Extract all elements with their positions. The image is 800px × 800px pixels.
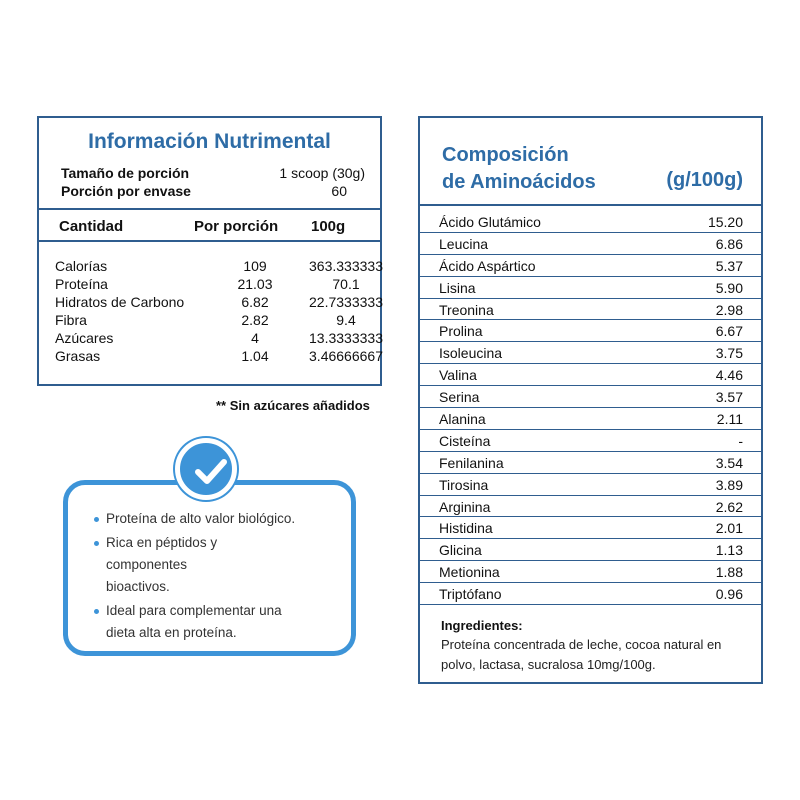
amino-row [420, 430, 761, 452]
per-100g-value: 22.7333333 [309, 294, 383, 310]
benefit-item: Proteína de alto valor biológico. [92, 508, 342, 530]
amino-row [420, 342, 761, 364]
check-badge [175, 438, 237, 500]
header-qty: Cantidad [59, 218, 124, 235]
nutrient-name: Proteína [55, 276, 108, 292]
per-portion-value: 2.82 [241, 312, 269, 328]
per-100g-value: 70.1 [332, 276, 360, 292]
per-portion-value: 4 [251, 330, 259, 346]
amino-value: 6.67 [715, 323, 743, 340]
header-per-100g: 100g [311, 218, 346, 235]
per-100g-value: 9.4 [336, 312, 356, 328]
amino-name: Isoleucina [439, 345, 503, 362]
amino-row [420, 517, 761, 539]
amino-value: 1.88 [715, 564, 743, 581]
amino-row [420, 539, 761, 561]
serving-size-value: 1 scoop (30g) [279, 165, 365, 181]
nutrition-row [55, 258, 383, 276]
per-portion-value: 109 [243, 258, 267, 274]
per-100g-value: 3.46666667 [309, 348, 383, 364]
amino-row [420, 277, 761, 299]
amino-name: Cisteína [439, 432, 491, 449]
amino-value: 2.11 [716, 411, 743, 428]
amino-row [420, 452, 761, 474]
serving-size-row [61, 165, 365, 181]
ingredients-text: Proteína concentrada de leche, cocoa natural en polvo, lactasa, sucralosa 10mg/100g. [441, 637, 722, 672]
nutrient-name: Grasas [55, 348, 101, 364]
amino-row [420, 299, 761, 321]
amino-name: Alanina [439, 411, 486, 428]
nutrition-header [39, 208, 380, 242]
no-sugar-note: ** Sin azúcares añadidos [216, 398, 370, 413]
benefit-item: Rica en péptidos y componentes bioactivos. [92, 532, 242, 598]
amino-name: Metionina [439, 564, 500, 581]
nutrition-row [55, 276, 375, 294]
amino-value: 4.46 [715, 367, 743, 384]
amino-row [420, 364, 761, 386]
benefit-item: Ideal para complementar una dieta alta en proteína. [92, 600, 307, 644]
ingredients-title: Ingredientes: [441, 618, 523, 633]
nutrition-row [55, 294, 383, 312]
nutrient-name: Hidratos de Carbono [55, 294, 185, 310]
amino-value: 2.01 [715, 520, 743, 537]
amino-row [420, 496, 761, 518]
per-portion-value: 6.82 [241, 294, 269, 310]
amino-name: Leucina [439, 235, 489, 252]
amino-name: Lisina [439, 279, 476, 296]
per-100g-value: 363.333333 [309, 258, 383, 274]
amino-name: Ácido Aspártico [439, 257, 536, 274]
nutrition-title: Información Nutrimental [88, 130, 331, 153]
amino-name: Valina [439, 367, 477, 384]
amino-row [420, 561, 761, 583]
amino-value: 2.98 [715, 301, 743, 318]
amino-row [420, 408, 761, 430]
servings-label: Porción por envase [61, 183, 191, 199]
amino-title-line1: Composición [442, 144, 569, 166]
per-portion-value: 1.04 [241, 348, 269, 364]
nutrient-name: Fibra [55, 312, 87, 328]
amino-name: Prolina [439, 323, 483, 340]
amino-row [420, 583, 761, 605]
amino-value: 3.89 [715, 476, 743, 493]
amino-title-line2: de Aminoácidos [442, 171, 596, 193]
nutrient-name: Calorías [55, 258, 108, 274]
benefits-list [92, 508, 342, 646]
amino-value: 3.75 [715, 345, 743, 362]
nutrition-row [55, 348, 383, 366]
amino-name: Tirosina [439, 476, 489, 493]
amino-row [420, 474, 761, 496]
amino-name: Arginina [439, 498, 491, 515]
amino-name: Triptófano [439, 586, 502, 603]
nutrition-row [55, 312, 375, 330]
servings-per-container-row [61, 183, 361, 199]
header-per-portion: Por porción [194, 218, 279, 235]
per-100g-value: 13.3333333 [309, 330, 383, 346]
amino-panel [418, 116, 763, 684]
amino-row [420, 255, 761, 277]
amino-row [420, 386, 761, 408]
serving-size-label: Tamaño de porción [61, 165, 190, 181]
nutrition-panel [37, 116, 382, 386]
amino-name: Treonina [439, 301, 494, 318]
amino-unit: (g/100g) [666, 169, 743, 191]
amino-title [442, 142, 596, 196]
amino-value: 6.86 [715, 235, 743, 252]
nutrient-name: Azúcares [55, 330, 114, 346]
servings-value: 60 [331, 183, 347, 199]
amino-value: - [738, 432, 743, 449]
per-portion-value: 21.03 [237, 276, 273, 292]
divider [420, 204, 761, 206]
amino-value: 5.37 [715, 257, 743, 274]
amino-value: 2.62 [715, 498, 743, 515]
amino-name: Fenilanina [439, 454, 504, 471]
nutrition-row [55, 330, 383, 348]
amino-value: 0.96 [715, 586, 743, 603]
amino-row [420, 320, 761, 342]
amino-name: Ácido Glutámico [439, 214, 541, 230]
amino-row [420, 211, 761, 233]
amino-value: 15.20 [707, 214, 743, 230]
amino-name: Histidina [439, 520, 493, 537]
amino-name: Serina [439, 389, 480, 406]
amino-value: 3.57 [715, 389, 743, 406]
amino-value: 1.13 [715, 542, 743, 559]
amino-name: Glicina [439, 542, 482, 559]
amino-row [420, 233, 761, 255]
amino-value: 5.90 [715, 279, 743, 296]
amino-table [420, 211, 761, 605]
amino-value: 3.54 [715, 454, 743, 471]
